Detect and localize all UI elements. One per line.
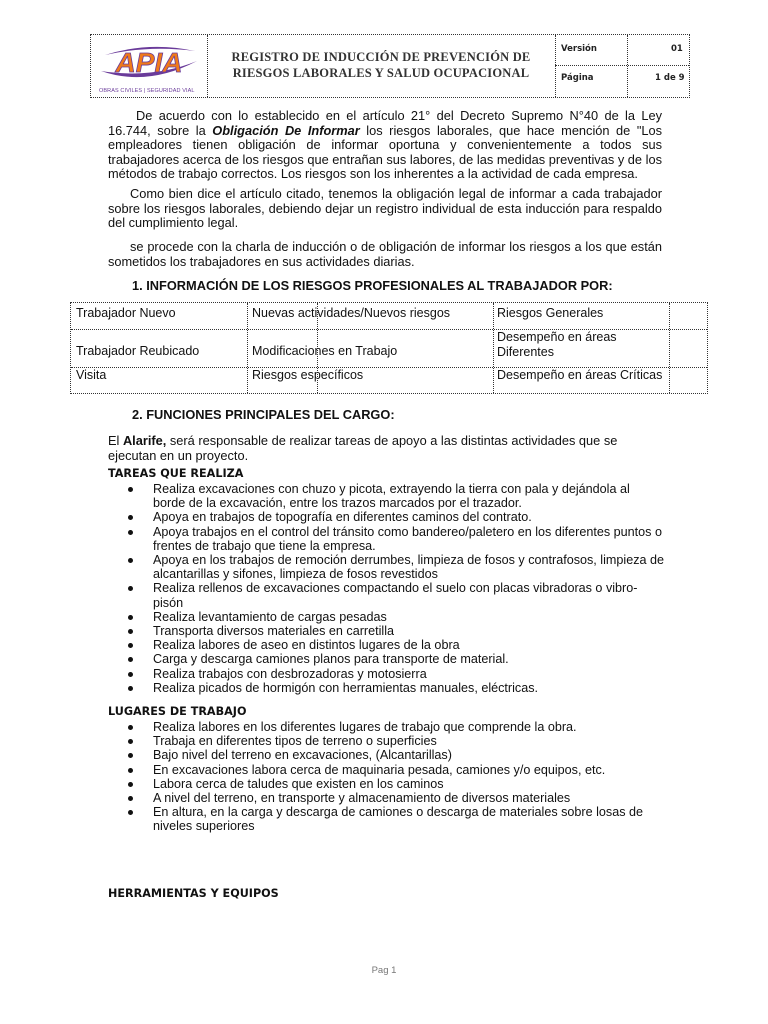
- list-item: [108, 720, 664, 734]
- page-footer: Pag 1: [371, 965, 397, 976]
- list-item: [108, 610, 664, 624]
- list-item: [108, 638, 664, 652]
- table-column-divider: [247, 303, 248, 393]
- document-header: [90, 34, 690, 98]
- bullet-icon: [128, 686, 133, 691]
- list-item-text: Bajo nivel del terreno en excavaciones, (Alcantarillas): [153, 748, 452, 763]
- version-value: 01: [671, 44, 683, 54]
- list-item: [108, 624, 664, 638]
- risk-table: [70, 302, 708, 394]
- list-item: [108, 805, 664, 833]
- list-item: [108, 748, 664, 762]
- version-label: Versión: [561, 44, 597, 54]
- table-cell: Desempeño en áreas Críticas: [497, 368, 663, 382]
- list-item: [108, 667, 664, 681]
- intro-p1-emphasis: Obligación De Informar: [212, 122, 360, 138]
- bullet-icon: [128, 753, 133, 758]
- list-item-text: Carga y descarga camiones planos para transporte de material.: [153, 652, 509, 667]
- list-item-text: A nivel del terreno, en transporte y almacenamiento de diversos materiales: [153, 791, 571, 806]
- bullet-icon: [128, 515, 133, 520]
- bullet-icon: [128, 657, 133, 662]
- list-item-text: Apoya en los trabajos de remoción derrumbes, limpieza de fosos y contrafosos, limpieza de alcantarillas y sifones, limpieza de fosos revestidos: [153, 553, 665, 582]
- tareas-list: [108, 482, 664, 695]
- bullet-icon: [128, 768, 133, 773]
- role-text-a: El: [108, 433, 123, 448]
- list-item: [108, 681, 664, 695]
- list-item-text: Trabaja en diferentes tipos de terreno o superficies: [153, 734, 437, 749]
- bullet-icon: [128, 615, 133, 620]
- list-item: [108, 652, 664, 666]
- table-column-divider: [493, 303, 494, 393]
- herramientas-heading: HERRAMIENTAS Y EQUIPOS: [108, 887, 279, 900]
- list-item: [108, 525, 664, 553]
- list-item-text: Realiza labores de aseo en distintos lugares de la obra: [153, 638, 460, 653]
- intro-p1-text-a: De acuerdo con lo establecido en el artículo 21° del Decreto Supremo N°40 de la Ley 16.744, sobre la: [108, 108, 662, 138]
- table-cell: Modificaciones en Trabajo: [252, 344, 398, 358]
- bullet-icon: [128, 558, 133, 563]
- header-divider: [555, 35, 556, 97]
- list-item: [108, 791, 664, 805]
- list-item: [108, 482, 664, 510]
- lugares-heading: LUGARES DE TRABAJO: [108, 705, 247, 718]
- list-item-text: Realiza excavaciones con chuzo y picota, extrayendo la tierra con pala y dejándola al borde de la excavación, entre los trazos marcados por el trazador.: [153, 482, 630, 511]
- bullet-icon: [128, 739, 133, 744]
- logo-text: APIA: [115, 47, 183, 78]
- table-cell: Visita: [76, 368, 107, 382]
- tareas-heading: TAREAS QUE REALIZA: [108, 467, 244, 480]
- role-description: [108, 434, 664, 463]
- page-value: 1 de 9: [655, 73, 685, 83]
- bullet-icon: [128, 725, 133, 730]
- logo-swoosh-icon: [97, 41, 201, 87]
- section-2-title: 2. FUNCIONES PRINCIPALES DEL CARGO:: [132, 407, 395, 422]
- lugares-list: [108, 720, 664, 834]
- bullet-icon: [128, 487, 133, 492]
- role-name: Alarife,: [122, 433, 167, 448]
- list-item: [108, 510, 664, 524]
- list-item: [108, 777, 664, 791]
- table-cell: Desempeño en áreas Diferentes: [497, 330, 617, 359]
- document-title-line1: REGISTRO DE INDUCCIÓN DE PREVENCIÓN DE: [231, 50, 531, 64]
- list-item: [108, 581, 664, 609]
- bullet-icon: [128, 810, 133, 815]
- bullet-icon: [128, 672, 133, 677]
- list-item: [108, 553, 664, 581]
- bullet-icon: [128, 530, 133, 535]
- list-item-text: Realiza trabajos con desbrozadoras y motosierra: [153, 666, 427, 681]
- bullet-icon: [128, 629, 133, 634]
- document-title: [207, 49, 555, 81]
- table-cell: Riesgos específicos: [252, 368, 364, 382]
- list-item-text: En altura, en la carga y descarga de camiones o descarga de materiales sobre losas de niveles superiores: [153, 805, 644, 834]
- list-item-text: Transporta diversos materiales en carretilla: [153, 624, 395, 639]
- logo-tagline: OBRAS CIVILES | SEGURIDAD VIAL: [99, 88, 195, 94]
- table-cell: Trabajador Nuevo: [76, 306, 176, 320]
- bullet-icon: [128, 796, 133, 801]
- intro-paragraph-3: se procede con la charla de inducción o de obligación de informar los riesgos a los que están sometidos los trabajadores en sus actividades diarias.: [108, 239, 662, 269]
- header-divider: [627, 35, 628, 97]
- list-item-text: Apoya trabajos en el control del tránsito como bandereo/paletero en los diferentes puntos o frentes de trabajo que tiene la empresa.: [153, 524, 662, 553]
- list-item-text: Apoya en trabajos de topografía en diferentes caminos del contrato.: [153, 510, 532, 525]
- intro-p1-text-b: los riesgos laborales, que hace mención de "Los empleadores tienen obligación de informar oportuna y convenientemente a todos sus trabajadores acerca de los riesgos que entrañan sus labores, de las medidas preventivas y de los métodos de trabajo correctos. Los riesgos son los inherentes a la actividad de cada empresa.: [108, 122, 663, 181]
- bullet-icon: [128, 643, 133, 648]
- intro-paragraph-1: [108, 109, 662, 182]
- table-column-divider: [669, 303, 670, 393]
- list-item-text: Labora cerca de taludes que existen en los caminos: [153, 776, 444, 791]
- logo-tagline-right: SEGURIDAD VIAL: [146, 88, 195, 94]
- list-item-text: Realiza rellenos de excavaciones compactando el suelo con placas vibradoras o vibro-pisón: [153, 581, 638, 610]
- table-cell: Nuevas actividades/Nuevos riesgos: [252, 306, 451, 320]
- document-title-line2: RIESGOS LABORALES Y SALUD OCUPACIONAL: [232, 66, 530, 80]
- intro-paragraph-2: Como bien dice el artículo citado, tenemos la obligación legal de informar a cada trabajador sobre los riesgos laborales, debiendo dejar un registro individual de esta inducción para respaldo del cumplimiento legal.: [108, 186, 662, 230]
- table-cell: Riesgos Generales: [497, 306, 604, 320]
- header-divider: [555, 65, 689, 66]
- list-item-text: Realiza levantamiento de cargas pesadas: [153, 609, 387, 624]
- logo-tagline-left: OBRAS CIVILES: [99, 88, 143, 94]
- list-item: [108, 734, 664, 748]
- role-text-b: será responsable de realizar tareas de apoyo a las distintas actividades que se ejecutan en un proyecto.: [108, 433, 618, 463]
- company-logo: [97, 41, 201, 93]
- section-1-title: 1. INFORMACIÓN DE LOS RIESGOS PROFESIONALES AL TRABAJADOR POR:: [132, 278, 613, 293]
- bullet-icon: [128, 586, 133, 591]
- bullet-icon: [128, 782, 133, 787]
- list-item-text: En excavaciones labora cerca de maquinaria pesada, camiones y/o equipos, etc.: [153, 762, 606, 777]
- page-label: Página: [561, 73, 594, 83]
- table-cell: Trabajador Reubicado: [76, 344, 200, 358]
- list-item-text: Realiza labores en los diferentes lugares de trabajo que comprende la obra.: [153, 720, 577, 734]
- list-item-text: Realiza picados de hormigón con herramientas manuales, eléctricas.: [153, 680, 539, 695]
- list-item: [108, 763, 664, 777]
